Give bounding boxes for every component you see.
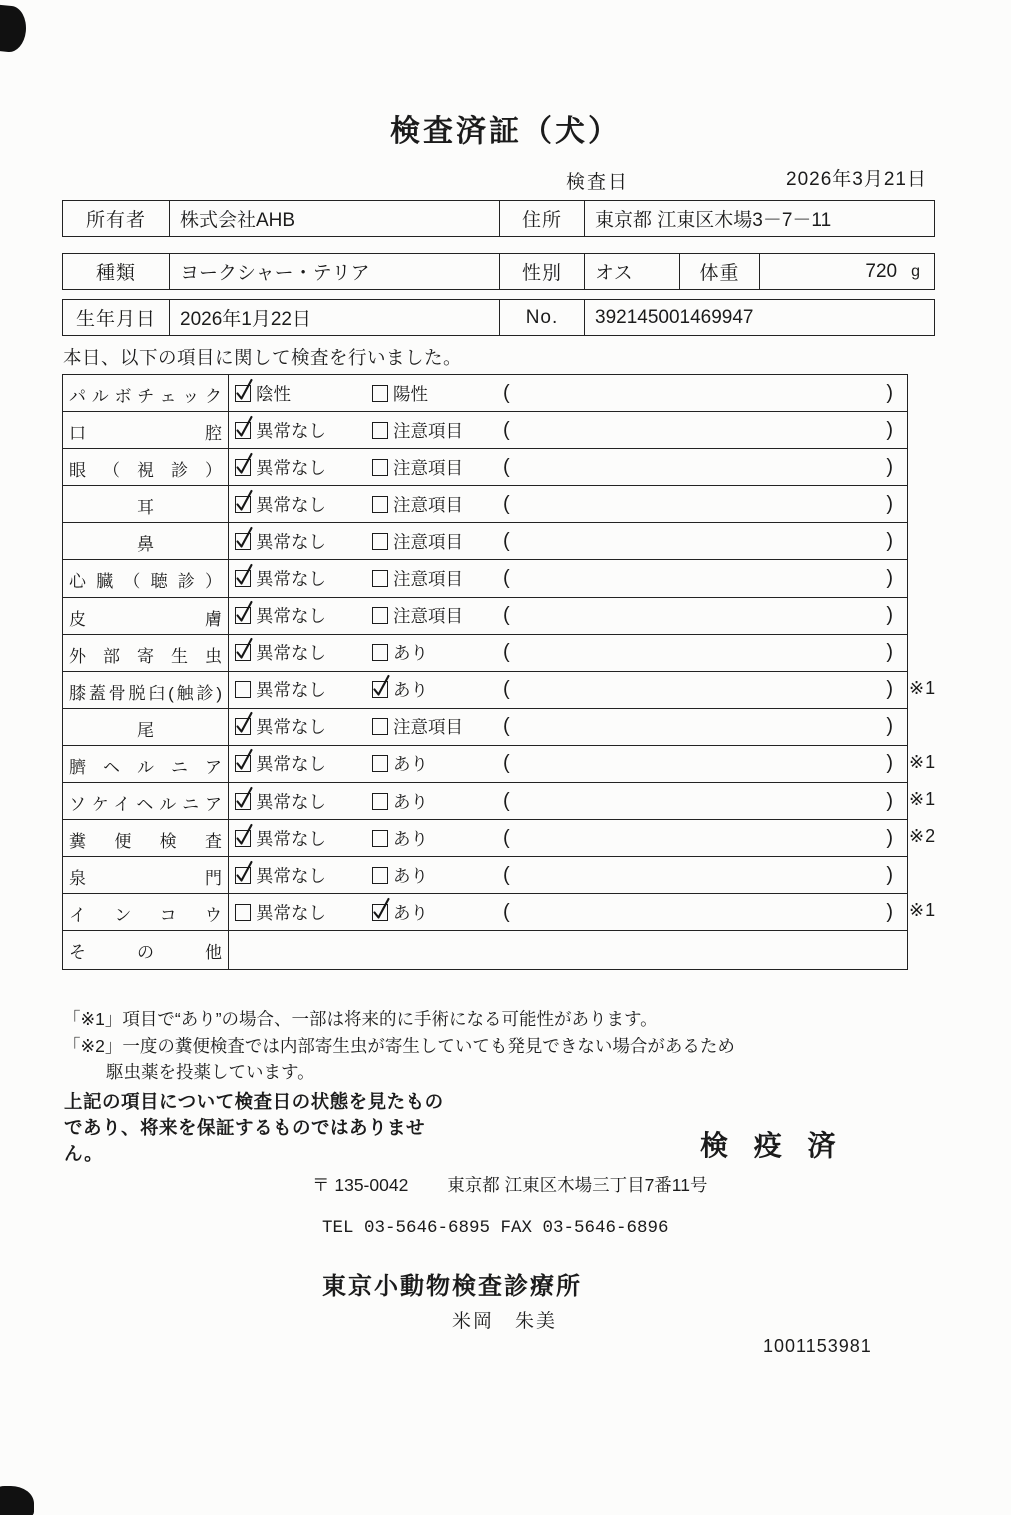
exam-row (63, 375, 907, 412)
checkbox[interactable] (372, 830, 388, 847)
exam-option-1-label: 異常なし (256, 865, 326, 886)
check-icon (234, 495, 252, 513)
exam-option-2-label: 注意項目 (393, 420, 463, 441)
quarantine-passed-stamp: 検 疫 済 (700, 1130, 845, 1161)
exam-row (63, 820, 937, 857)
exam-option-1 (229, 826, 366, 851)
remark-field (491, 456, 907, 479)
exam-row (63, 635, 907, 672)
paren-open: ( (503, 900, 510, 923)
disclaimer-text: 上記の項目について検査日の状態を見たものであり、将来を保証するものではありません。 (64, 1091, 444, 1164)
paren-close: ) (886, 529, 893, 552)
footnote-2: 「※2」一度の糞便検査では内部寄生虫が寄生していても発見できない場合があるため (63, 1036, 735, 1056)
exam-option-2 (366, 751, 491, 776)
checkbox[interactable] (372, 793, 388, 810)
checkbox[interactable] (372, 385, 388, 402)
exam-option-1-label: 異常なし (256, 680, 326, 701)
checkbox[interactable] (372, 867, 388, 884)
exam-option-1-label: 異常なし (256, 569, 326, 590)
remark-field (491, 604, 907, 627)
check-icon (234, 866, 252, 884)
paren-close: ) (886, 567, 893, 590)
paren-open: ( (503, 789, 510, 812)
intro-text: 本日、以下の項目に関して検査を行いました。 (63, 347, 463, 368)
exam-option-1-label: 異常なし (256, 643, 326, 664)
exam-item-label: 糞便検査 (63, 820, 229, 856)
weight-unit: g (911, 262, 920, 280)
exam-row (63, 560, 907, 597)
exam-row (63, 412, 907, 449)
no-label: No. (499, 300, 584, 335)
paren-open: ( (503, 604, 510, 627)
checkbox[interactable] (372, 422, 388, 439)
exam-item-label: インコウ (63, 894, 229, 930)
paren-close: ) (886, 604, 893, 627)
checkbox[interactable] (235, 830, 251, 847)
exam-option-1-label: 陰性 (256, 383, 291, 404)
paren-open: ( (503, 492, 510, 515)
checkbox[interactable] (235, 681, 251, 698)
exam-option-1 (229, 900, 366, 925)
checkbox[interactable] (235, 718, 251, 735)
paren-close: ) (886, 381, 893, 404)
checkbox[interactable] (372, 681, 388, 698)
exam-option-2 (366, 863, 491, 888)
checkbox[interactable] (235, 459, 251, 476)
checkbox[interactable] (372, 755, 388, 772)
exam-option-2-label: 注意項目 (393, 457, 463, 478)
exam-option-1 (229, 381, 366, 406)
paren-open: ( (503, 455, 510, 478)
exam-option-2-label: 注意項目 (393, 606, 463, 627)
scan-artifact-top-left (0, 4, 28, 53)
remark-field (491, 530, 907, 553)
exam-item-label: パルボチェック (63, 375, 229, 411)
checkbox[interactable] (372, 533, 388, 550)
paren-close: ) (886, 678, 893, 701)
address-label: 住所 (499, 201, 584, 236)
exam-row (63, 894, 937, 931)
scan-artifact-bottom-left (0, 1486, 34, 1515)
check-icon (234, 458, 252, 476)
exam-option-2-label: 注意項目 (393, 531, 463, 552)
exam-option-1 (229, 714, 366, 739)
exam-item-label: その他 (63, 931, 229, 968)
exam-option-2 (366, 603, 491, 628)
reference-mark: ※1 (909, 900, 937, 921)
inspection-date-value: 2026年3月21日 (786, 169, 927, 190)
paren-close: ) (886, 900, 893, 923)
exam-option-1 (229, 529, 366, 554)
checkbox[interactable] (235, 385, 251, 402)
reference-mark: ※1 (909, 751, 937, 772)
exam-item-label: 心臓（聴診） (63, 560, 229, 596)
checkbox[interactable] (235, 793, 251, 810)
check-icon (234, 532, 252, 550)
exam-option-1 (229, 677, 366, 702)
clinic-address: 東京都 江東区木場三丁目7番11号 (447, 1175, 708, 1195)
veterinarian-name: 米岡 朱美 (452, 1311, 558, 1332)
paren-close: ) (886, 492, 893, 515)
exam-option-2 (366, 677, 491, 702)
exam-option-1 (229, 566, 366, 591)
postal-code: 〒 135-0042 (312, 1175, 409, 1195)
exam-item-label: 尾 (63, 709, 229, 745)
remark-field (491, 715, 907, 738)
birthdate-value: 2026年1月22日 (169, 300, 499, 335)
exam-option-2 (366, 492, 491, 517)
sex-value: オス (584, 254, 679, 289)
exam-option-1 (229, 751, 366, 776)
exam-option-2-label: 注意項目 (393, 494, 463, 515)
exam-option-2 (366, 640, 491, 665)
remark-field (491, 790, 907, 813)
paren-close: ) (886, 826, 893, 849)
exam-option-1 (229, 863, 366, 888)
checkbox[interactable] (372, 496, 388, 513)
checkbox[interactable] (235, 755, 251, 772)
reference-mark: ※1 (909, 789, 937, 810)
exam-option-1 (229, 640, 366, 665)
exam-option-2 (366, 566, 491, 591)
exam-row (63, 709, 907, 746)
checkbox[interactable] (372, 718, 388, 735)
checkbox[interactable] (235, 867, 251, 884)
paren-open: ( (503, 678, 510, 701)
check-icon (234, 384, 252, 402)
checkbox[interactable] (372, 607, 388, 624)
exam-option-1 (229, 418, 366, 443)
checkbox[interactable] (235, 533, 251, 550)
exam-option-1-label: 異常なし (256, 494, 326, 515)
paren-open: ( (503, 863, 510, 886)
footnote-1: 「※1」項目で“あり”の場合、一部は将来的に手術になる可能性があります。 (63, 1009, 658, 1029)
checkbox[interactable] (235, 644, 251, 661)
check-icon (234, 792, 252, 810)
exam-option-1 (229, 492, 366, 517)
exam-option-1-label: 異常なし (256, 717, 326, 738)
birthdate-row (62, 299, 935, 336)
check-icon (234, 829, 252, 847)
exam-option-1-label: 異常なし (256, 902, 326, 923)
clinic-name: 東京小動物検査診療所 (322, 1273, 582, 1300)
exam-row (63, 486, 907, 523)
exam-option-2-label: あり (393, 680, 428, 701)
exam-option-1 (229, 603, 366, 628)
exam-option-2-label: あり (393, 828, 428, 849)
paren-close: ) (886, 752, 893, 775)
remark-field (491, 493, 907, 516)
paren-open: ( (503, 641, 510, 664)
check-icon (234, 643, 252, 661)
tel-fax-line: TEL 03-5646-6895 FAX 03-5646-6896 (322, 1218, 669, 1238)
checkbox[interactable] (235, 496, 251, 513)
exam-option-2 (366, 714, 491, 739)
exam-item-label: 耳 (63, 486, 229, 522)
check-icon (234, 717, 252, 735)
exam-item-label: 泉門 (63, 857, 229, 893)
exam-option-1-label: 異常なし (256, 754, 326, 775)
birthdate-label: 生年月日 (75, 309, 156, 330)
page-title: 検査済証（犬） (390, 115, 621, 148)
check-icon (234, 754, 252, 772)
serial-number: 1001153981 (763, 1336, 872, 1356)
exam-option-2-label: あり (393, 643, 428, 664)
remark-field (491, 641, 907, 664)
exam-row (63, 449, 907, 486)
exam-option-2-label: あり (393, 791, 428, 812)
footnote-2-cont: 駆虫薬を投薬しています。 (106, 1062, 315, 1082)
clinic-address-line (312, 1172, 707, 1197)
exam-option-2-label: 陽性 (393, 383, 428, 404)
exam-row (63, 523, 907, 560)
exam-row (63, 672, 937, 709)
exam-option-1 (229, 789, 366, 814)
inspection-date-label: 検査日 (566, 172, 630, 193)
checkbox[interactable] (372, 459, 388, 476)
exam-option-2 (366, 789, 491, 814)
exam-option-1-label: 異常なし (256, 791, 326, 812)
check-icon (371, 903, 389, 921)
weight-value: 720 (865, 260, 898, 282)
exam-option-2 (366, 381, 491, 406)
paren-open: ( (503, 418, 510, 441)
exam-option-2 (366, 418, 491, 443)
exam-item-label: ソケイヘルニア (63, 783, 229, 819)
exam-row (63, 598, 907, 635)
checkbox[interactable] (235, 904, 251, 921)
exam-row (63, 857, 907, 894)
exam-item-label: 口腔 (63, 412, 229, 448)
exam-table (62, 374, 937, 970)
exam-item-label: 鼻 (63, 523, 229, 559)
check-icon (234, 606, 252, 624)
checkbox[interactable] (372, 904, 388, 921)
owner-label: 所有者 (85, 210, 146, 231)
checkbox[interactable] (235, 422, 251, 439)
exam-item-label: 外部寄生虫 (63, 635, 229, 671)
breed-label: 種類 (95, 263, 136, 284)
exam-option-1-label: 異常なし (256, 420, 326, 441)
reference-mark: ※1 (909, 677, 937, 698)
paren-open: ( (503, 381, 510, 404)
exam-item-label: 膝蓋骨脱臼(触診) (63, 672, 229, 708)
exam-item-label: 臍ヘルニア (63, 746, 229, 782)
exam-option-2 (366, 826, 491, 851)
paren-open: ( (503, 567, 510, 590)
exam-option-2-label: あり (393, 902, 428, 923)
exam-option-2-label: あり (393, 865, 428, 886)
breed-value: ヨークシャー・テリア (169, 254, 499, 289)
remark-field (491, 752, 907, 775)
owner-row (62, 200, 935, 237)
remark-field (491, 382, 907, 405)
weight-value-cell (759, 254, 934, 289)
checkbox[interactable] (235, 570, 251, 587)
paren-open: ( (503, 715, 510, 738)
reference-mark: ※2 (909, 826, 937, 847)
paren-open: ( (503, 529, 510, 552)
paren-close: ) (886, 418, 893, 441)
paren-close: ) (886, 863, 893, 886)
paren-open: ( (503, 826, 510, 849)
checkbox[interactable] (372, 570, 388, 587)
exam-option-1-label: 異常なし (256, 531, 326, 552)
paren-close: ) (886, 715, 893, 738)
exam-option-1-label: 異常なし (256, 457, 326, 478)
paren-close: ) (886, 455, 893, 478)
exam-option-2 (366, 455, 491, 480)
check-icon (234, 569, 252, 587)
exam-option-2-label: 注意項目 (393, 717, 463, 738)
exam-item-label: 眼（視診） (63, 449, 229, 485)
check-icon (371, 680, 389, 698)
exam-row (63, 783, 937, 820)
address-value: 東京都 江東区木場3－7－11 (584, 201, 934, 236)
exam-option-1-label: 異常なし (256, 828, 326, 849)
remark-field (491, 678, 907, 701)
check-icon (234, 421, 252, 439)
exam-item-label: 皮膚 (63, 598, 229, 634)
exam-option-2 (366, 900, 491, 925)
paren-close: ) (886, 789, 893, 812)
remark-field (491, 567, 907, 590)
paren-close: ) (886, 641, 893, 664)
remark-field (491, 827, 907, 850)
exam-option-2 (366, 529, 491, 554)
sex-label: 性別 (499, 254, 584, 289)
remark-field (491, 901, 907, 924)
exam-option-2-label: 注意項目 (393, 569, 463, 590)
checkbox[interactable] (372, 644, 388, 661)
paren-open: ( (503, 752, 510, 775)
exam-option-1 (229, 455, 366, 480)
no-value: 392145001469947 (584, 300, 934, 335)
remark-field (491, 864, 907, 887)
remark-field (491, 419, 907, 442)
exam-option-2-label: あり (393, 754, 428, 775)
owner-value: 株式会社AHB (169, 201, 499, 236)
exam-option-1-label: 異常なし (256, 606, 326, 627)
weight-label: 体重 (679, 254, 759, 289)
checkbox[interactable] (235, 607, 251, 624)
exam-row (63, 931, 907, 968)
breed-row (62, 253, 935, 290)
exam-row (63, 746, 937, 783)
